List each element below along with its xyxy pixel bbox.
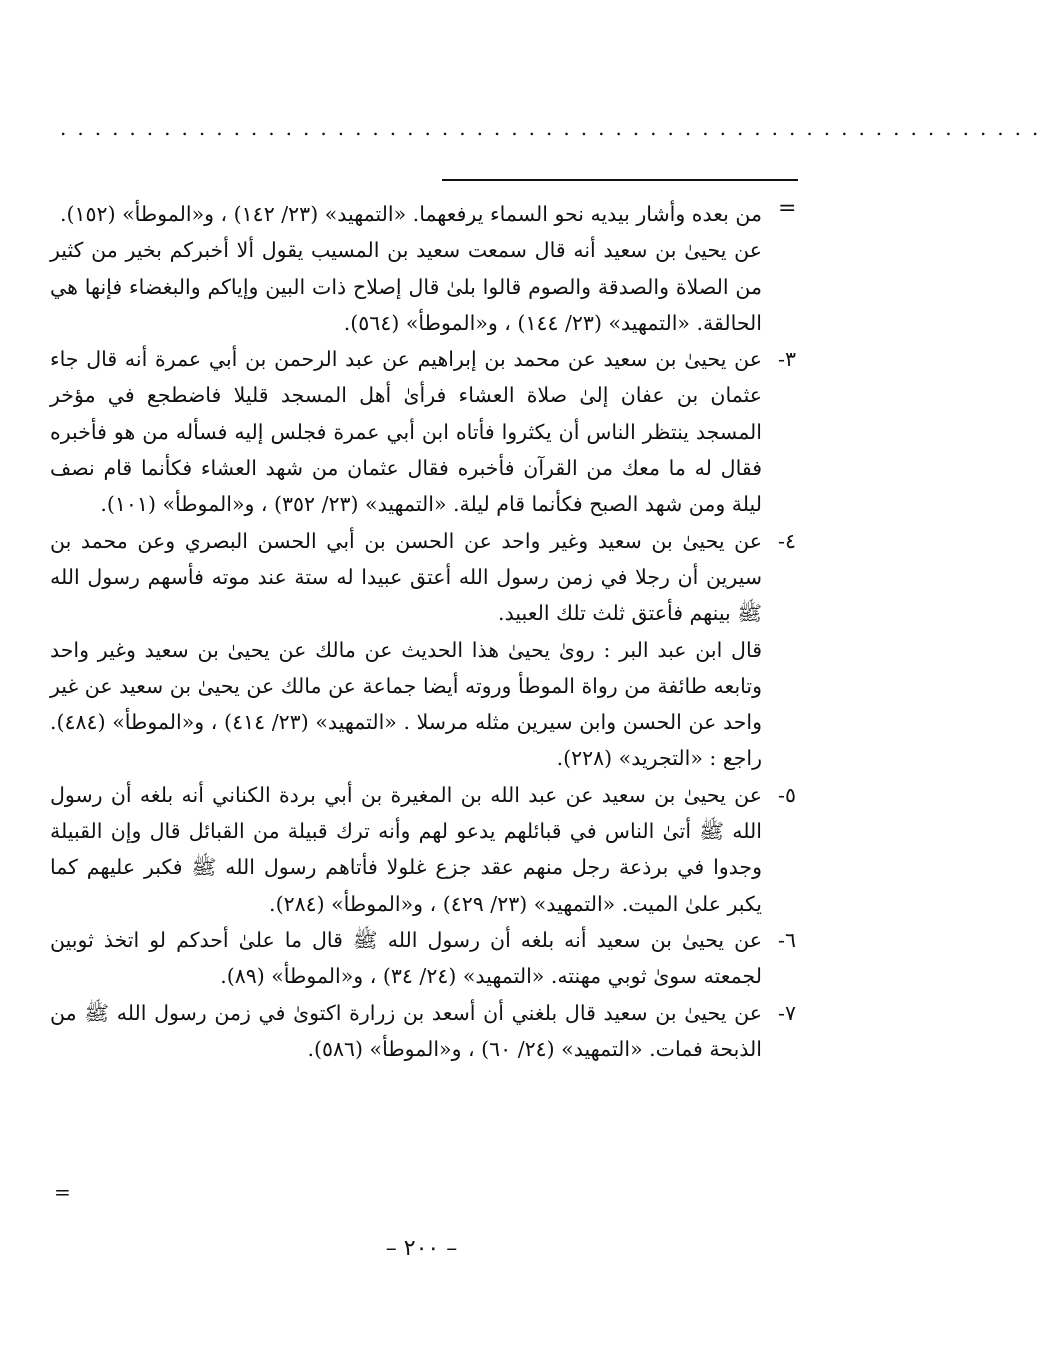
item-text: عن يحيىٰ بن سعيد قال بلغني أن أسعد بن زرارة اكتوىٰ في زمن رسول الله ﷺ من الذبحة فمات. «التمهيد» (٢٤/ ٦٠) ، و«الموطأ» (٥٨٦). xyxy=(50,1000,762,1061)
continued-mark: = xyxy=(54,1180,71,1204)
list-item-7 xyxy=(50,995,796,1068)
list-item-5 xyxy=(50,777,796,922)
footnote-rule xyxy=(442,179,798,181)
paragraph-continuation: من بعده وأشار بيديه نحو السماء يرفعهما. «التمهيد» (٢٣/ ١٤٢) ، و«الموطأ» (١٥٢). xyxy=(60,202,762,226)
list-item-3 xyxy=(50,341,796,522)
item-text: عن يحيىٰ بن سعيد عن عبد الله بن المغيرة بن أبي بردة الكناني أنه بلغه أن رسول الله ﷺ أتىٰ الناس في قبائلهم يدعو لهم وأنه ترك قبيلة من القبائل قال وإن القبيلة وجدوا في برذعة رجل منهم عقد جزع غلولا فأتاهم رسول الله ﷺ فكبر عليهم كما يكبر علىٰ الميت. «التمهيد» (٢٣/ ٤٢٩) ، و«الموطأ» (٢٨٤). xyxy=(50,782,762,916)
item-text: عن يحيىٰ بن سعيد وغير واحد عن الحسن بن أبي الحسن البصري وعن محمد بن سيرين أن رجلا في زمن رسول الله أعتق عبيدا له ستة عند موته فأسهم رسول الله ﷺ بينهم فأعتق ثلث تلك العبيد. xyxy=(50,528,762,626)
list-item-4 xyxy=(50,523,796,632)
dotted-separator: ......................................................... xyxy=(60,116,1049,140)
item-number: ٥- xyxy=(778,782,796,807)
footnote-body xyxy=(50,196,796,1067)
item-text: عن يحيىٰ بن سعيد عن محمد بن إبراهيم عن عبد الرحمن بن أبي عمرة أنه قال جاء عثمان بن عفان إلىٰ صلاة العشاء فرأىٰ أهل المسجد قليلا فاضطجع في مؤخر المسجد ينتظر الناس أن يكثروا فأتاه ابن أبي عمرة فجلس إليه فسأله من هو فأخبره فقال له ما معك من القرآن فأخبره فقال عثمان من شهد العشاء فكأنما قام نصف ليلة ومن شهد الصبح فكأنما قام ليلة. «التمهيد» (٢٣/ ٣٥٢) ، و«الموطأ» (١٠١). xyxy=(50,347,762,517)
item-number: ٦- xyxy=(778,927,796,952)
page-number: – ٢٠٠ – xyxy=(385,1236,458,1261)
item-number: ٧- xyxy=(778,1000,796,1025)
list-item-6 xyxy=(50,922,796,995)
item-text: عن يحيىٰ بن سعيد أنه بلغه أن رسول الله ﷺ قال ما علىٰ أحدكم لو اتخذ ثوبين لجمعته سوىٰ ثوبي مهنته. «التمهيد» (٢٤/ ٣٤) ، و«الموطأ» (٨٩). xyxy=(50,927,762,989)
paragraph-hadith-islah: عن يحيىٰ بن سعيد أنه قال سمعت سعيد بن المسيب يقول ألا أخبركم بخير من كثير من الصلاة والصدقة والصوم قالوا بلىٰ قال إصلاح ذات البين وإياكم والبغضاء فإنها هي الحالقة. «التمهيد» (٢٣/ ١٤٤) ، و«الموطأ» (٥٦٤). xyxy=(50,238,762,335)
item-number: ٣- xyxy=(778,347,796,372)
item-number: ٤- xyxy=(778,528,796,553)
continuation-mark: = xyxy=(778,196,797,221)
paragraph-ibn-abd-al-barr: قال ابن عبد البر : روىٰ يحيىٰ هذا الحديث عن مالك عن يحيىٰ بن سعيد وغير واحد وتابعه طائفة من رواة الموطأ وروته أيضا جماعة عن مالك عن يحيىٰ بن سعيد عن غير واحد عن الحسن وابن سيرين مثله مرسلا . «التمهيد» (٢٣/ ٤١٤) ، و«الموطأ» (٤٨٤). راجع : «التجريد» (٢٢٨). xyxy=(50,637,762,771)
